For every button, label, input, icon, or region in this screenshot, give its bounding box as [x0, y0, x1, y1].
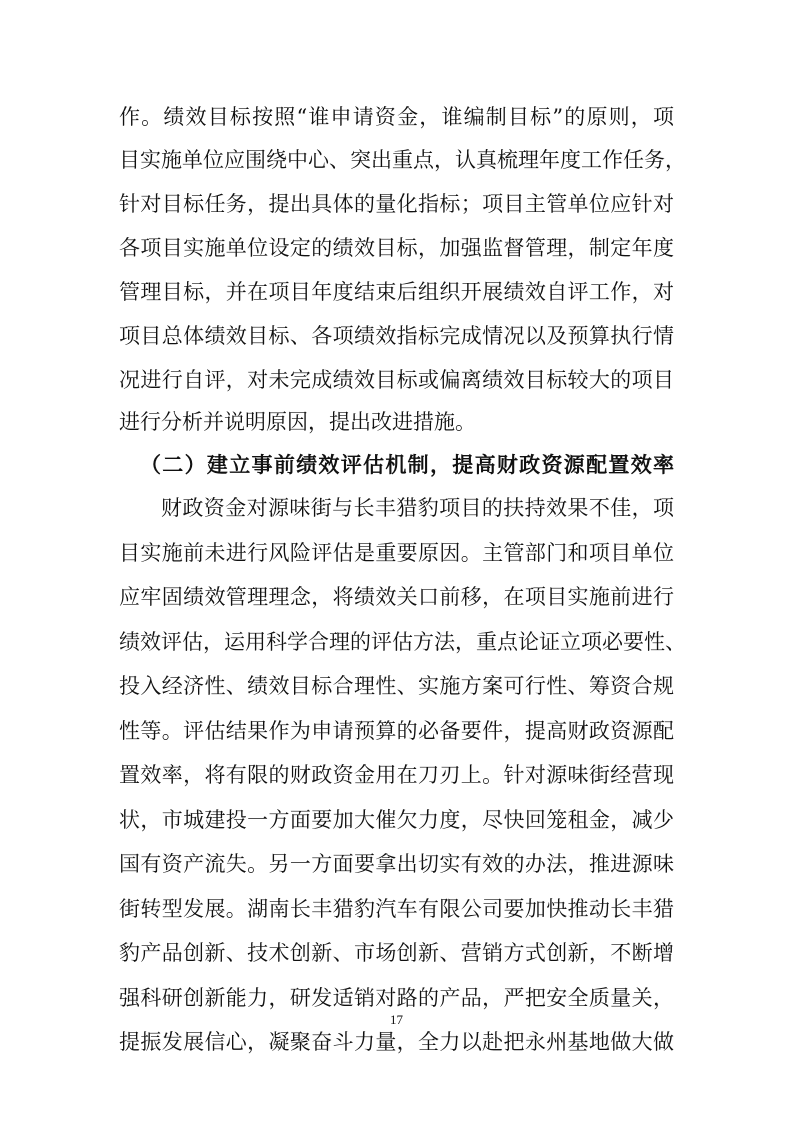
section-heading: （二）建立事前绩效评估机制，提高财政资源配置效率 — [140, 452, 674, 477]
paragraph-2-line-7: 置效率，将有限的财政资金用在刀刃上。针对源味街经营现 — [119, 763, 674, 787]
paragraph-1-line-8: 进行分析并说明原因，提出改进措施。 — [119, 410, 476, 434]
paragraph-2-line-2: 目实施前未进行风险评估是重要原因。主管部门和项目单位 — [119, 541, 674, 565]
page-number: 17 — [390, 1012, 403, 1027]
paragraph-2-line-11: 豹产品创新、技术创新、市场创新、营销方式创新，不断增 — [119, 941, 674, 965]
paragraph-2-line-13: 提振发展信心，凝聚奋斗力量，全力以赴把永州基地做大做 — [119, 1030, 674, 1054]
paragraph-2-line-4: 绩效评估，运用科学合理的评估方法，重点论证立项必要性、 — [119, 630, 686, 654]
paragraph-1-line-5: 管理目标，并在项目年度结束后组织开展绩效自评工作，对 — [119, 280, 674, 304]
paragraph-2-line-8: 状，市城建投一方面要加大催欠力度，尽快回笼租金，减少 — [119, 808, 674, 832]
paragraph-2-line-9: 国有资产流失。另一方面要拿出切实有效的办法，推进源味 — [119, 852, 674, 876]
paragraph-2-line-10: 街转型发展。湖南长丰猎豹汽车有限公司要加快推动长丰猎 — [119, 897, 674, 921]
paragraph-1-line-2: 目实施单位应围绕中心、突出重点，认真梳理年度工作任务， — [119, 148, 686, 172]
paragraph-2-line-12: 强科研创新能力，研发适销对路的产品，严把安全质量关， — [119, 986, 674, 1010]
paragraph-2-line-1: 财政资金对源味街与长丰猎豹项目的扶持效果不佳，项 — [161, 496, 674, 520]
paragraph-1-line-3: 针对目标任务，提出具体的量化指标；项目主管单位应针对 — [119, 192, 674, 216]
paragraph-2-line-5: 投入经济性、绩效目标合理性、实施方案可行性、筹资合规 — [119, 674, 674, 698]
paragraph-1-line-6: 项目总体绩效目标、各项绩效指标完成情况以及预算执行情 — [119, 324, 674, 348]
paragraph-2-line-3: 应牢固绩效管理理念，将绩效关口前移，在项目实施前进行 — [119, 585, 674, 609]
paragraph-1-line-7: 况进行自评，对未完成绩效目标或偏离绩效目标较大的项目 — [119, 368, 674, 392]
paragraph-1-line-1: 作。绩效目标按照“谁申请资金，谁编制目标”的原则，项 — [119, 105, 674, 129]
paragraph-1-line-4: 各项目实施单位设定的绩效目标，加强监督管理，制定年度 — [119, 236, 674, 260]
paragraph-2-line-6: 性等。评估结果作为申请预算的必备要件，提高财政资源配 — [119, 719, 674, 743]
